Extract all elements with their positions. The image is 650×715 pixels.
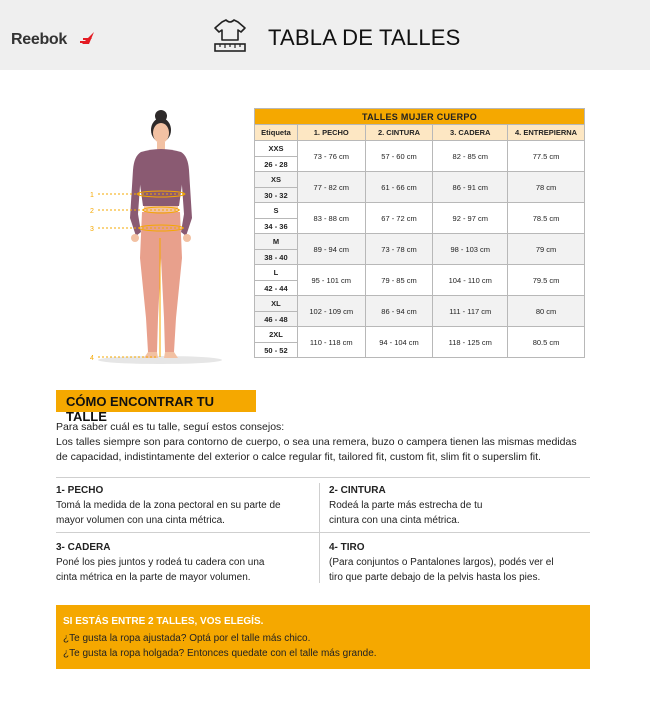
table-row — [255, 296, 585, 312]
shirt-measure-icon — [212, 18, 248, 58]
tip-text: Rodeá la parte más estrecha de tu — [329, 500, 483, 511]
size-label: L — [255, 265, 298, 281]
tip-pecho — [56, 483, 316, 528]
how-to-heading-bar — [56, 390, 256, 424]
tip-tiro — [329, 540, 589, 585]
cell-pecho: 95 - 101 cm — [297, 265, 365, 296]
size-number-range: 26 - 28 — [255, 157, 298, 172]
cell-cadera: 98 - 103 cm — [433, 234, 508, 265]
cell-pecho: 77 - 82 cm — [297, 172, 365, 203]
cell-cintura: 73 - 78 cm — [365, 234, 433, 265]
table-row — [255, 327, 585, 343]
size-table — [254, 108, 585, 358]
cell-cadera: 111 - 117 cm — [433, 296, 508, 327]
bottom-note-title: SI ESTÁS ENTRE 2 TALLES, VOS ELEGÍS. — [63, 616, 264, 627]
intro-line-1: Para saber cuál es tu talle, seguí estos consejos: — [56, 421, 285, 433]
tip-text: cinta métrica en la parte de mayor volumen. — [56, 572, 251, 583]
divider-middle — [56, 532, 590, 533]
size-table-title: TALLES MUJER CUERPO — [255, 109, 585, 125]
size-number-range: 34 - 36 — [255, 219, 298, 234]
tip-title: 2- CINTURA — [329, 485, 386, 496]
cell-cadera: 82 - 85 cm — [433, 141, 508, 172]
cell-cintura: 79 - 85 cm — [365, 265, 433, 296]
marker-4: 4 — [90, 355, 94, 362]
size-label: S — [255, 203, 298, 219]
tip-title: 3- CADERA — [56, 542, 111, 553]
size-number-range: 38 - 40 — [255, 250, 298, 265]
size-table-header — [255, 125, 585, 141]
cell-cadera: 104 - 110 cm — [433, 265, 508, 296]
cell-pecho: 110 - 118 cm — [297, 327, 365, 358]
cell-pecho: 89 - 94 cm — [297, 234, 365, 265]
col-cintura: 2. CINTURA — [365, 125, 433, 141]
size-label: XXS — [255, 141, 298, 157]
divider-vertical — [319, 483, 320, 583]
divider-top — [56, 477, 590, 478]
bottom-note-line-1: ¿Te gusta la ropa ajustada? Optá por el talle más chico. — [63, 633, 311, 644]
tip-cintura — [329, 483, 589, 528]
bottom-note — [56, 605, 590, 669]
size-label: 2XL — [255, 327, 298, 343]
tip-cadera — [56, 540, 316, 585]
marker-3: 3 — [90, 226, 94, 233]
col-entrepierna: 4. ENTREPIERNA — [508, 125, 585, 141]
size-number-range: 46 - 48 — [255, 312, 298, 327]
cell-cintura: 86 - 94 cm — [365, 296, 433, 327]
marker-1: 1 — [90, 192, 94, 199]
intro-line-2: Los talles siempre son para contorno de cuerpo, o sea una remera, buzo o campera tienen las mismas medidas — [56, 436, 577, 448]
cell-entrepierna: 79.5 cm — [508, 265, 585, 296]
cell-cadera: 118 - 125 cm — [433, 327, 508, 358]
cell-cadera: 86 - 91 cm — [433, 172, 508, 203]
cell-cintura: 61 - 66 cm — [365, 172, 433, 203]
how-to-heading: CÓMO ENCONTRAR TU TALLE — [66, 394, 215, 424]
size-label: XL — [255, 296, 298, 312]
tip-title: 1- PECHO — [56, 485, 104, 496]
col-pecho: 1. PECHO — [297, 125, 365, 141]
tip-text: cintura con una cinta métrica. — [329, 515, 460, 526]
cell-entrepierna: 78.5 cm — [508, 203, 585, 234]
cell-cadera: 92 - 97 cm — [433, 203, 508, 234]
col-etiqueta: Etiqueta — [255, 125, 298, 141]
cell-pecho: 83 - 88 cm — [297, 203, 365, 234]
tip-text: mayor volumen con una cinta métrica. — [56, 515, 225, 526]
cell-entrepierna: 78 cm — [508, 172, 585, 203]
tip-title: 4- TIRO — [329, 542, 365, 553]
table-row — [255, 234, 585, 250]
cell-cintura: 57 - 60 cm — [365, 141, 433, 172]
size-number-range: 50 - 52 — [255, 343, 298, 358]
table-row — [255, 265, 585, 281]
how-to-intro — [56, 420, 596, 465]
marker-2: 2 — [90, 208, 94, 215]
size-label: M — [255, 234, 298, 250]
tip-text: (Para conjuntos o Pantalones largos), podés ver el — [329, 557, 554, 568]
cell-entrepierna: 80 cm — [508, 296, 585, 327]
table-row — [255, 203, 585, 219]
col-cadera: 3. CADERA — [433, 125, 508, 141]
size-number-range: 30 - 32 — [255, 188, 298, 203]
size-number-range: 42 - 44 — [255, 281, 298, 296]
tip-text: Poné los pies juntos y rodeá tu cadera con una — [56, 557, 265, 568]
bottom-note-line-2: ¿Te gusta la ropa holgada? Entonces quedate con el talle más grande. — [63, 648, 377, 659]
page-header — [0, 0, 650, 70]
cell-pecho: 102 - 109 cm — [297, 296, 365, 327]
reebok-delta-icon — [80, 30, 96, 46]
size-label: XS — [255, 172, 298, 188]
cell-pecho: 73 - 76 cm — [297, 141, 365, 172]
cell-entrepierna: 77.5 cm — [508, 141, 585, 172]
cell-cintura: 67 - 72 cm — [365, 203, 433, 234]
tip-text: tiro que parte debajo de la pelvis hasta los pies. — [329, 572, 541, 583]
intro-line-3: de capacidad, indistintamente del exterior o calce regular fit, tailored fit, custom fit, slim fit o superslim fit. — [56, 451, 541, 463]
page-title: TABLA DE TALLES — [268, 25, 461, 50]
cell-entrepierna: 79 cm — [508, 234, 585, 265]
table-row — [255, 172, 585, 188]
tip-text: Tomá la medida de la zona pectoral en su parte de — [56, 500, 281, 511]
cell-entrepierna: 80.5 cm — [508, 327, 585, 358]
reebok-logo[interactable]: Reebok — [11, 31, 67, 48]
cell-cintura: 94 - 104 cm — [365, 327, 433, 358]
table-row — [255, 141, 585, 157]
body-measure-figure — [86, 108, 246, 368]
